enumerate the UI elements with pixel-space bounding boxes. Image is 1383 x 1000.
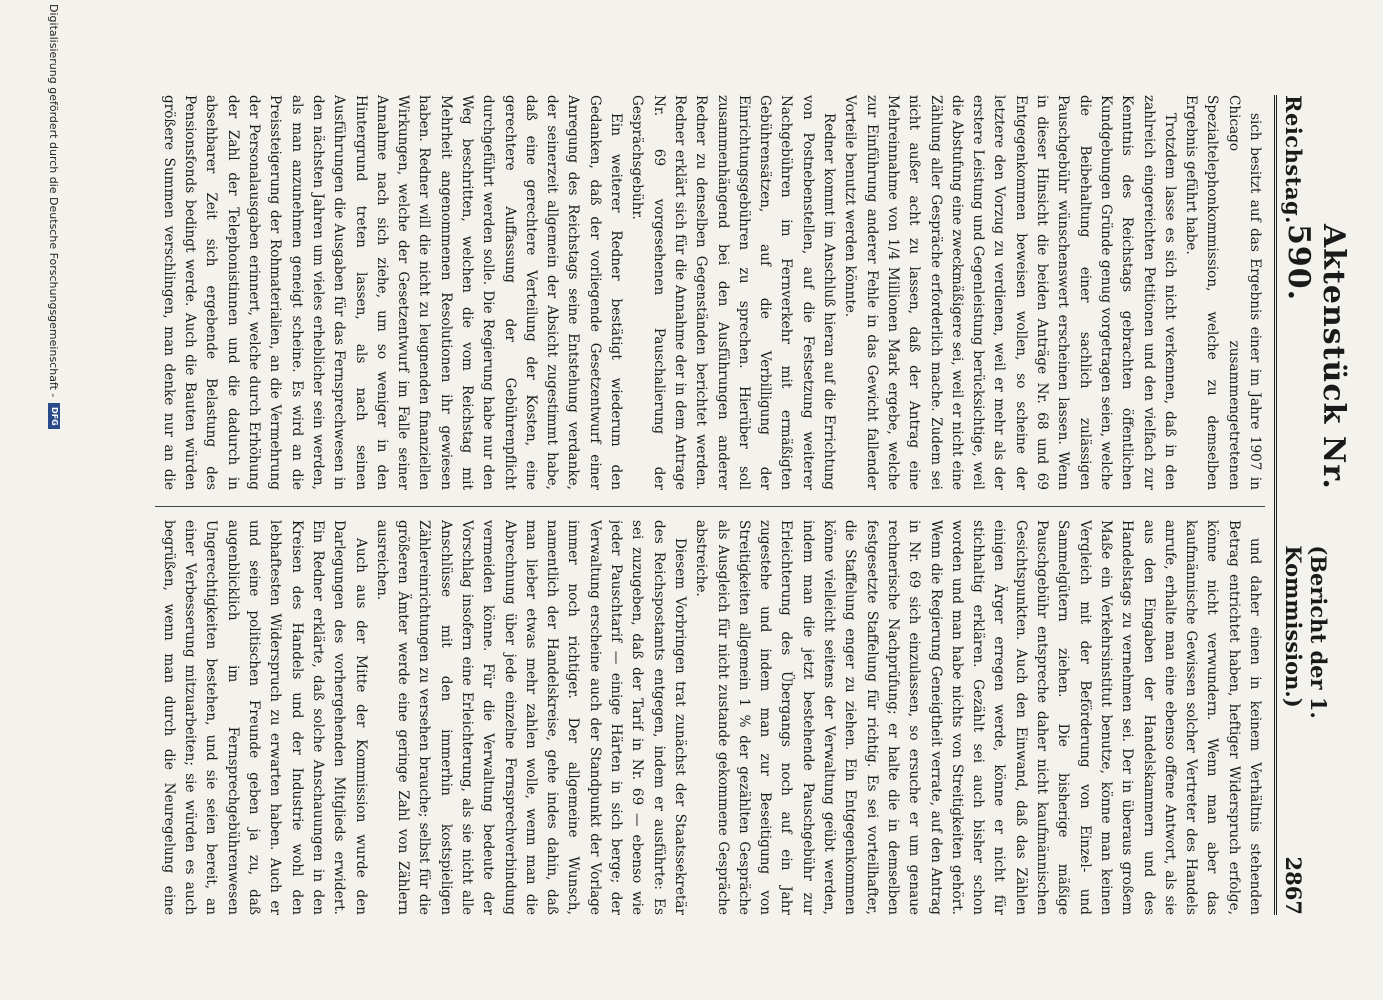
column-divider [155, 506, 1265, 507]
digitization-credit: Digitalisierung gefördert durch die Deutsche Forschungsgemeinschaft - [47, 4, 61, 398]
header-report-title: (Bericht der 1. Kommission.) [1281, 545, 1331, 719]
header-document-number: Aktenstück Nr. 590. [1281, 223, 1351, 490]
paragraph: Trotzdem lasse es sich nicht verkennen, daß in den zahlreich eingereichten Petitionen und den vielfach zur Kenntnis des Reichstags gebrachten öffentlichen Kundgebungen Gründe genug vorgetragen seien, welche die Beibehaltung einer sachlich zulässigen Pauschgebühr wünschenswert erscheinen lassen. Wenn in dieser Hinsicht die beiden Anträge Nr. 68 und 69 Entgegenkommen beweisen wollen, so scheine der letztere den Vorzug zu verdienen, weil er mehr als der erstere Leistung und Gegenleistung berücksichtige, weil die Abstufung eine zweckmäßigere sei, weil er nicht eine Zählung aller Gespräche erforderlich mache. Zudem sei nicht außer acht zu lassen, daß der Antrag eine Mehreinnahme von 1/4 Millionen Mark ergebe, welche zur Einführung anderer Fehle in das Gewicht fallender Vorteile benutzt werden könnte. [842, 95, 1178, 490]
paragraph: Redner kommt im Anschluß hieran auf die Errichtung von Postnebenstellen, auf die Festsetzung weiterer Nachgebühren im Fernverkehr mit ermäßigten Gebührensätzen, auf die Verbilligung der Einrichtungsgebühren zu sprechen. Hierüber soll zusammenhängend bei den Ausführungen anderer Redner zu denselben Gegenständen berichtet werden. Redner erklärt sich für die Annahme der in dem Antrage Nr. 69 vorgesehenen Pauschalierung der Gesprächsgebühr. [629, 95, 838, 490]
paragraph: Ein weiterer Redner bestätigt wiederum den Gedanken, daß der vorliegende Gesetzentwurf einer Anregung des Reichstags seine Entstehung verdanke, der seinerzeit allgemein der Absicht zugestimmt habe, daß eine gerechtere Verteilung der Kosten, eine gerechtere Auffassung der Gebührenpflicht durchgeführt werden solle. Die Regierung habe nur den Weg beschritten, welchen die vom Reichstag mit Mehrheit angenommenen Resolutionen ihr gewiesen haben. Redner will die nicht zu leugnenden finanziellen Wirkungen, welche der Gesetzentwurf im Falle seiner Annahme nach sich ziehe, um so weniger in den Hintergrund treten lassen, als nach seinen Ausführungen die Ausgaben für das Fernsprechwesen in den nächsten Jahren um vieles erheblicher sein werden, als man anzunehmen geneigt scheine. Es wird an die Preissteigerung der Rohmaterialien, an die Vermehrung der Personalausgaben erinnert, welche durch Erhöhung der Zahl der Telephonistinnen und die dadurch in absehbarer Zeit sich ergebende Belastung des Pensionsfonds bedingt werde. Auch die Bauten würden größere Summen verschlingen, man denke nur an die [160, 95, 625, 490]
paragraph: Auch aus der Mitte der Kommission wurde den Darlegungen des vorhergehenden Mitglieds erwidert. Ein Redner erklärte, daß solche Anschauungen in den Kreisen des Handels und der Industrie wohl den lebhaftesten Widerspruch zu erwarten haben. Auch er und seine politischen Freunde geben ja zu, daß augenblicklich im Fernsprechgebührenwesen Ungerechtigkeiten bestehen, und sie seien bereit, an einer Verbesserung mitzuarbeiten; sie würden es auch begrüßen, wenn man durch die Neuregelung eine [160, 520, 369, 915]
left-text-column [155, 95, 1265, 490]
header-reichstag: Reichstag. [1281, 95, 1306, 224]
dfg-logo-icon: DFG [48, 403, 60, 429]
page-number: 2867 [1281, 856, 1306, 915]
digitization-footer [43, 0, 65, 1000]
paragraph: und daher einen in keinem Verhältnis stehenden Betrag entrichtet haben, heftiger Widerspruch erfolge, könne nicht verwundern. Wenn man aber das kaufmännische Gewissen solcher Vertreter des Handels anrufe, erhalte man eine ebenso offene Antwort, als sie aus den Eingaben der Handelskammern und des Handelstags zu vernehmen sei. Der in überaus großem Maße ein Verkehrsinstitut benutze, könne man keinen Vergleich mit der Beförderung von Einzel- und Sammelgütern ziehen. Die bisherige mäßige Pauschgebühr entspreche daher nicht kaufmännischen Gesichtspunkten. Auch den Einwand, daß das Zählen einigen Ärger erregen werde, könne er nicht für stichhaltig erklären. Gezählt sei auch bisher schon worden und man habe nichts von Streitigkeiten gehört. Wenn die Regierung Geneigtheit verrate, auf den Antrag in Nr. 69 sich einzulassen, so ersuche er um genaue rechnerische Nachprüfung; er halte die in demselben festgesetzte Staffelung für richtig. Es sei vorteilhafter, die Staffelung enger zu ziehen. Ein Entgegenkommen könne vielleicht seitens der Verwaltung geübt werden, indem man die jetzt bestehende Pauschgebühr zur Erleichterung des Übergangs noch auf ein Jahr zugestehe und indem man zur Beseitigung von Streitigkeiten allgemein 1 % der gezählten Gespräche als Ausgleich für nicht zustande gekommene Gespräche abstreiche. [693, 520, 1263, 915]
paragraph: Diesem Vorbringen trat zunächst der Staatssekretär des Reichspostamts entgegen, indem er ausführte: Es sei zuzugeben, daß der Tarif in Nr. 69 — ebenso wie jeder Pauschtarif — einige Härten in sich berge; der Verwaltung erscheine auch der Standpunkt der Vorlage immer noch richtiger. Der allgemeine Wunsch, namentlich der Handelskreise, gehe indes dahin, daß man lieber etwas mehr zahlen wolle, wenn man die Abrechnung über jede einzelne Fernsprechverbindung vermeiden könne. Für die Verwaltung bedeute der Vorschlag insofern eine Erleichterung, als sie nicht alle Anschlüsse mit den immerhin kostspieligen Zählereinrichtungen zu versehen brauche; selbst für die größeren Ämter werde eine geringe Zahl von Zählern ausreichen. [373, 520, 688, 915]
right-text-column [155, 520, 1265, 915]
paragraph: sich besitzt auf das Ergebnis einer im Jahre 1907 in Chicago zusammengetretenen Spezialtelephonkommission, welche zu demselben Ergebnis geführt habe. [1183, 95, 1263, 490]
page-header [1274, 95, 1351, 915]
